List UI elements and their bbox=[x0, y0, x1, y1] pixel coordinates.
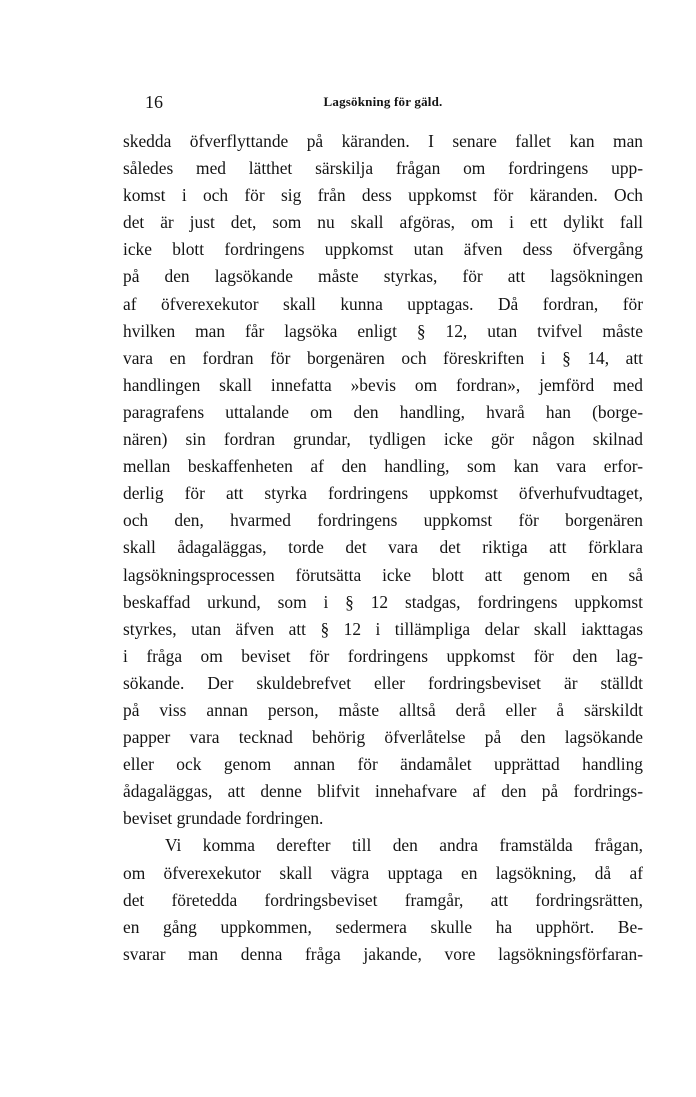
text-line: styrkes, utan äfven att § 12 i tillämpliga delar skall iakttagas bbox=[123, 618, 643, 639]
text-line: lagsökningsprocessen förutsätta icke blott att genom en så bbox=[123, 564, 643, 585]
text-line: komst i och för sig från dess uppkomst för käranden. Och bbox=[123, 185, 643, 206]
text-line: vara en fordran för borgenären och föreskriften i § 14, att bbox=[123, 347, 643, 368]
text-line: hvilken man får lagsöka enligt § 12, utan tvifvel måste bbox=[123, 320, 643, 341]
text-line: handlingen skall innefatta »bevis om fordran», jemförd med bbox=[123, 374, 643, 395]
text-line: skall ådagaläggas, torde det vara det riktiga att förklara bbox=[123, 537, 643, 558]
text-line: i fråga om beviset för fordringens uppkomst för den lag- bbox=[123, 645, 643, 666]
text-line: svarar man denna fråga jakande, vore lagsökningsförfaran- bbox=[123, 943, 643, 964]
text-line: papper vara tecknad behörig öfverlåtelse på den lagsökande bbox=[123, 727, 643, 748]
text-line: icke blott fordringens uppkomst utan äfven dess öfvergång bbox=[123, 239, 643, 260]
text-line: en gång uppkommen, sedermera skulle ha upphört. Be- bbox=[123, 916, 643, 937]
paragraph-end-line: beviset grundade fordringen. bbox=[123, 808, 324, 829]
text-line: på den lagsökande måste styrkas, för att lagsökningen bbox=[123, 266, 643, 287]
text-line: skedda öfverflyttande på käranden. I senare fallet kan man bbox=[123, 131, 643, 151]
text-line: det företedda fordringsbeviset framgår, att fordringsrätten, bbox=[123, 889, 643, 910]
running-header bbox=[123, 90, 643, 114]
text-line: det är just det, som nu skall afgöras, om i ett dylikt fall bbox=[123, 212, 643, 233]
text-line: af öfverexekutor skall kunna upptagas. Då fordran, för bbox=[123, 293, 643, 314]
text-line: mellan beskaffenheten af den handling, som kan vara erfor- bbox=[123, 456, 643, 477]
text-line: beskaffad urkund, som i § 12 stadgas, fordringens uppkomst bbox=[123, 591, 643, 612]
text-line: på viss annan person, måste alltså derå eller å särskildt bbox=[123, 699, 643, 720]
body-text bbox=[123, 128, 643, 968]
page-number: 16 bbox=[145, 92, 163, 112]
text-line: sökande. Der skuldebrefvet eller fordringsbeviset är ställdt bbox=[123, 672, 643, 693]
text-line: ådagaläggas, att denne blifvit innehafvare af den på fordrings- bbox=[123, 781, 643, 802]
text-line: nären) sin fordran grundar, tydligen icke gör någon skilnad bbox=[123, 429, 643, 450]
text-line: om öfverexekutor skall vägra upptaga en lagsökning, då af bbox=[123, 862, 643, 883]
text-line: eller ock genom annan för ändamålet upprättad handling bbox=[123, 754, 643, 775]
text-line: och den, hvarmed fordringens uppkomst för borgenären bbox=[123, 510, 643, 531]
paragraph-start-line: Vi komma derefter till den andra framstälda frågan, bbox=[165, 835, 643, 856]
text-line: således med lätthet särskilja frågan om fordringens upp- bbox=[123, 158, 643, 179]
text-line: paragrafens uttalande om den handling, hvarå han (borge- bbox=[123, 401, 643, 422]
text-line: derlig för att styrka fordringens uppkomst öfverhufvudtaget, bbox=[123, 483, 643, 504]
running-title: Lagsökning för gäld. bbox=[323, 94, 443, 109]
